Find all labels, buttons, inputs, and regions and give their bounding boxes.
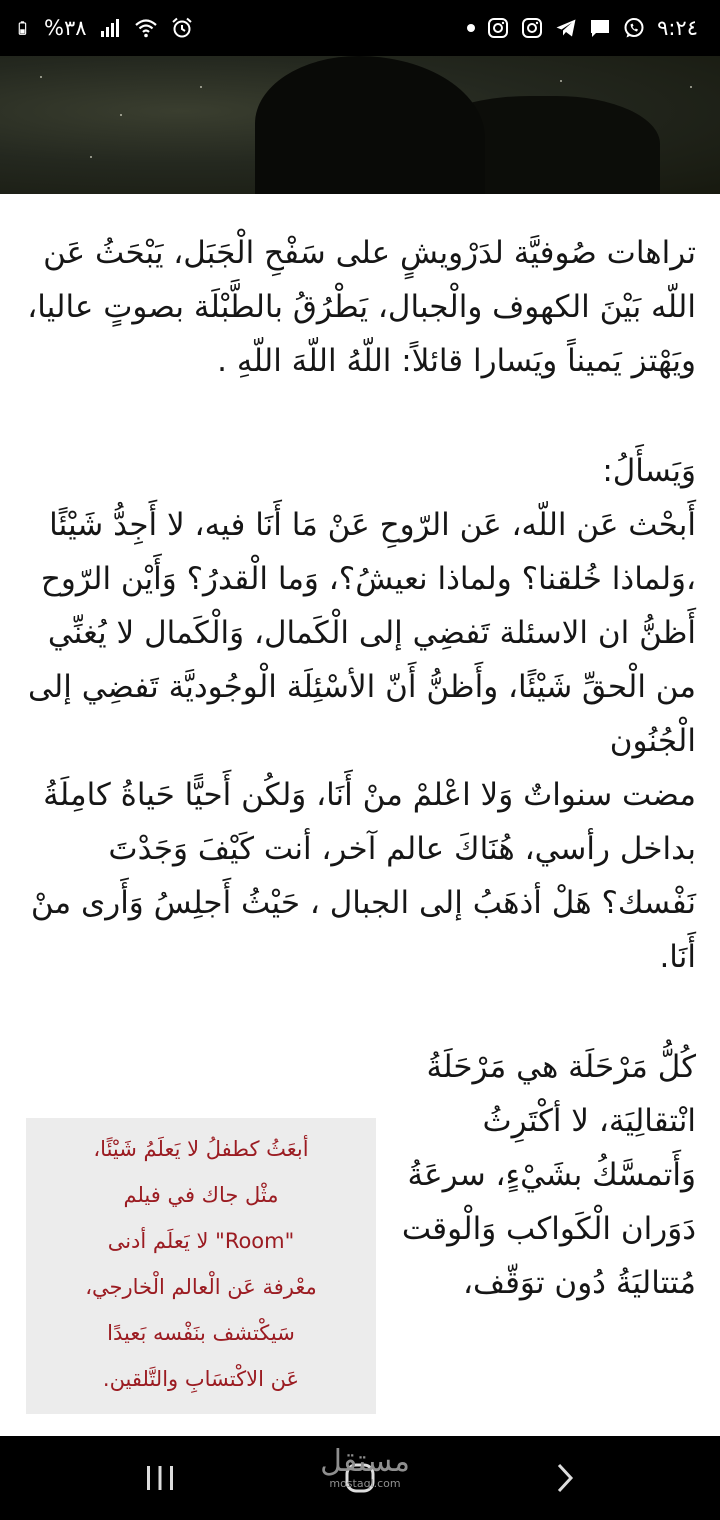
- article-paragraph: كُلُّ مَرْحَلَة هي مَرْحَلَةُ انْتقالِيَة، لا أكْتَرِثُ وَأَتمسَّكُ بشَيْءٍ، سرعَةُ دَوَران الْكَواكب وَالْوقت مُتتاليَةُ دُون توَقّف،: [401, 1049, 696, 1301]
- quote-line: "Room" لا يَعلَم أدنى: [107, 1229, 295, 1253]
- paragraph-spacer: [24, 388, 696, 444]
- quote-line: سَيكْتشف بنَفْسه بَعيدًا: [107, 1321, 295, 1345]
- signal-icon: [99, 17, 121, 39]
- article-cover-image: [0, 56, 720, 194]
- quote-line: مثْل جاك في فيلم: [123, 1183, 279, 1207]
- star: [560, 80, 562, 82]
- telegram-icon: [555, 17, 577, 39]
- article-paragraph: تراهات صُوفيَّة لدَرْويشٍ على سَفْحِ الْجَبَل، يَبْحَثُ عَن اللّه بَيْنَ الكهوف والْجبال، يَطْرُقُ بالطَّبْلَة بصوتٍ عاليا، ويَهْتز يَميناً ويَسارا قائلاً: اللّهُ اللّهَ اللّهِ .: [27, 235, 696, 379]
- instagram-icon: [487, 17, 509, 39]
- mountain-silhouette: [255, 56, 485, 194]
- article-paragraph: أَبحْث عَن اللّه، عَن الرّوحِ عَنْ مَا أَنَا فيه، لا أَجِدُّ شَيْئًا ،وَلماذا خُلقنا؟ ولماذا نعيشُ؟، وَما الْقدرُ؟ وَأَيْن الرّوح أَظنُّ ان الاسئلة تَفضِي إلى الْكَمال، وَالْكَمال لا يُغنِّي من الْحقِّ شَيْئًا، وأَظنُّ أَنّ الأسْئِلَة الْوجُوديَّة تَفضِي إلى الْجُنُون: [27, 507, 696, 759]
- star: [200, 86, 202, 88]
- quote-line: أبعَثُ كطفلُ لا يَعلَمُ شَيْئًا،: [93, 1137, 309, 1161]
- star: [120, 114, 122, 116]
- battery-percentage: %٣٨: [44, 16, 87, 40]
- star: [90, 156, 92, 158]
- paragraph-spacer: [24, 984, 696, 1040]
- star: [690, 86, 692, 88]
- mostaql-watermark: [300, 1446, 430, 1496]
- quote-line: عَن الاكْتسَابِ والتَّلقين.: [102, 1367, 300, 1391]
- watermark-arabic: مستقل: [320, 1444, 410, 1479]
- article-paragraph: مضت سنواتٌ وَلا اعْلمْ منْ أَنَا، وَلكُن أَحيًّا حَياةُ كامِلَةُ بداخل رأسي، هُنَاكَ عالم آخر، أنت كَيْفَ وَجَدْتَ نَفْسك؟ هَلْ أذهَبُ إلى الجبال ، حَيْثُ أَجلِسُ وَأَرى منْ أَنَا.: [30, 777, 696, 975]
- star: [40, 76, 42, 78]
- watermark-latin: mostaql.com: [329, 1477, 401, 1490]
- recents-icon: [143, 1463, 177, 1493]
- back-chevron-icon: [552, 1461, 578, 1495]
- status-bar-left: [18, 10, 193, 46]
- chat-icon: [589, 17, 611, 39]
- clock-time: ٩:٢٤: [657, 16, 698, 40]
- notification-dot: [467, 24, 475, 32]
- whatsapp-icon: [623, 17, 645, 39]
- battery-icon: [18, 16, 32, 40]
- alarm-icon: [171, 17, 193, 39]
- article-paragraph: وَيَسأَلُ:: [602, 453, 696, 489]
- instagram-icon: [521, 17, 543, 39]
- status-bar: [0, 0, 720, 56]
- recents-button[interactable]: [110, 1436, 210, 1520]
- back-button[interactable]: [515, 1436, 615, 1520]
- quote-line: معْرفة عَن الْعالم الْخارجي،: [85, 1275, 317, 1299]
- wifi-icon: [133, 17, 159, 39]
- status-bar-right: [467, 10, 698, 46]
- pull-quote-box: [26, 1118, 376, 1414]
